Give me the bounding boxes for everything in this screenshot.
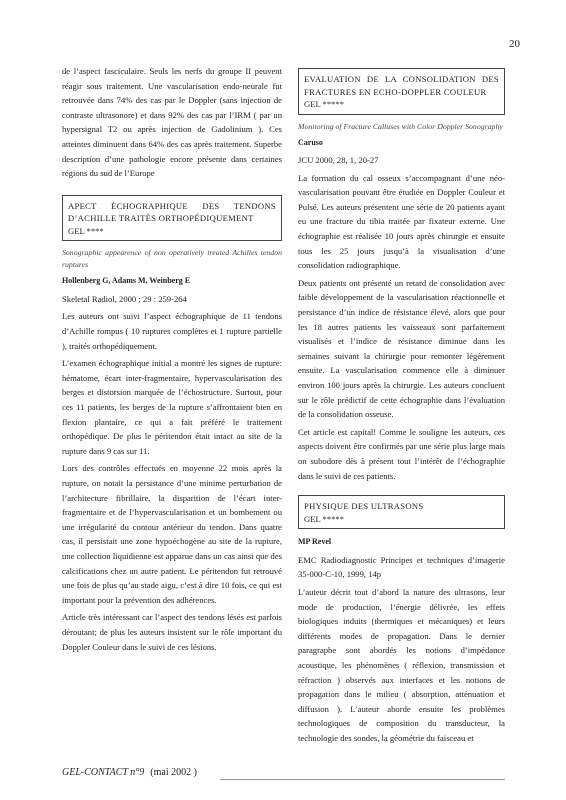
issue-date: (mai 2002 ) — [150, 767, 197, 778]
paragraph: L’examen échographique initial a montré les signes de rupture: hématome, écart inter-fragmentaire, hypervascularisation des berges et distorsion marquée de l’échostructure. Surtout, pour ces 11 patients, les berges de la rupture s’affrontaient bien en flexion plantaire, ce qui a fait préféré le traitement orthopédique. De plus le péritendon était intact au site de la rupture dans 9 cas sur 11. — [62, 358, 282, 456]
article-title-box — [298, 495, 505, 529]
article-title-box — [62, 195, 282, 242]
right-column — [298, 64, 505, 748]
footer — [62, 767, 197, 778]
left-column — [62, 64, 282, 657]
article-title-box — [298, 68, 505, 115]
page-number: 20 — [509, 38, 520, 50]
article-reference: EMC Radiodiagnostic Principes et techniques d’imagerie 35-000-C-10, 1999, 14p — [298, 554, 505, 580]
article-reference: Skeletal Radiol, 2000 ; 29 : 259-264 — [62, 293, 187, 304]
gel-rating: GEL **** — [68, 225, 104, 236]
article-title: APECT ÉCHOGRAPHIQUE DES TENDONS D’ACHILLE TRAITÉS ORTHOPÉDIQUEMENT — [68, 200, 276, 224]
paragraph: Article très intéressant car l’aspect des tendons lésés est parfois déroutant; de plus les auteurs insistent sur le rôle important du Doppler Couleur dans le suivi de ces lésions. — [62, 612, 282, 652]
article-title: PHYSIQUE DES ULTRASONS — [304, 501, 424, 512]
article-subtitle: Sonographic appearence of non operatively treated Achilles tendon ruptures — [62, 248, 282, 270]
paragraph: La formation du cal osseux s’accompagnant d’une néo-vascularisation pouvant être étudiée en Doppler Couleur et Pulsé. Les auteurs présentent une série de 20 patients ayant eu une fracture du tibia traitée par fixateur externe. Une échographie est réalisée 10 jours après chirurgie et ensuite tous les 25 jours jusqu’à la visualisation d’une consolidation radiographique. — [298, 172, 505, 271]
intro-paragraph: de l’aspect fasciculaire. Seuls les nerfs du groupe II peuvent réagir sous traitement. Une vascularisation endo-neurale fut retrouvée dans 74% des cas par le Doppler (sans injection de contraste ultrasonore) et dans 92% des cas par l’IRM ( par un hypersignal T2 ou après injection de Gadolinium ). Ces atteintes diminuent dans 64% des cas après traitement. Superbe description d’une pathologie encore présente dans certaines régions du sud de l’Europe — [62, 66, 282, 179]
gel-rating: GEL ***** — [304, 99, 345, 109]
paragraph: Deux patients ont présenté un retard de consolidation avec faible développement de la vascularisation réactionnelle et persistance d’un indice de résistance élevé, alors que pour les 18 autres patients les vaisseaux sont parfaitement visualisés et l’indice de résistance diminue dans les semaines suivant la chirurgie pour remonter légèrement ensuite. La vascularisation commence elle à diminuer environ 100 jours après la chirurgie. Les auteurs concluent sur le rôle prédictif de cette échographie dans l’évaluation de la consolidation osseuse. — [298, 277, 505, 420]
footer-rule — [220, 779, 505, 780]
article-subtitle: Monitoring of Fracture Calluses with Color Doppler Sonography — [298, 121, 503, 131]
article-authors: Caruso — [298, 137, 323, 147]
article-reference: JCU 2000, 28, 1, 20-27 — [298, 155, 379, 166]
journal-name: GEL-CONTACT n°9 — [62, 767, 145, 778]
article-authors: Hollenberg G, Adams M, Weinberg E — [62, 276, 191, 286]
article-authors: MP Revel — [298, 537, 332, 547]
gel-rating: GEL ***** — [304, 513, 345, 524]
paragraph: Les auteurs ont suivi l’aspect échographique de 11 tendons d’Achille rompus ( 10 ruptures complètes et 1 rupture partielle ), traités orthopédiquement. — [62, 311, 282, 351]
article-title: EVALUATION DE LA CONSOLIDATION DES FRACTURES EN ECHO-DOPPLER COULEUR — [304, 74, 499, 97]
paragraph: Lors des contrôles effectués en moyenne 22 mois après la rupture, on notait la persistance d’une minime perturbation de l’architecture fibrillaire, la disparition de l’écart inter-fragmentaire et de l’hypervascularisation et un bombement ou une irrégularité du contour antérieur du tendon. Dans quatre cas, il persistait une zone hypoéchogène au site de la rupture, une collection liquidienne est apparue dans un cas ainsi que des calcifications chez un autre patient. Le péritendon fut retrouvé une fois de plus qu’au stade aigu, c’est à dire 10 fois, ce qui est important pour la prévention des adhérences. — [62, 463, 282, 605]
paragraph: Cet article est capital! Comme le souligne les auteurs, ces aspects doivent être confirmés par une série plus large mais on subodore dès à présent tout l’intérêt de l’échographie dans le suivi de ces patients. — [298, 426, 505, 481]
paragraph: L’auteur décrit tout d’abord la nature des ultrasons, leur mode de production, l’énergie délivrée, les effets biologiques induits (thermiques et mécaniques) et leurs différents modes de propagation. Dans le dernier paragraphe sont abordés les notions d’impédance acoustique, les phénomènes ( réflexion, transmission et réfraction ) observés aux interfaces et les notions de propagation dans le milieu ( absorption, atténuation et diffusion ). L’auteur aborde ensuite les problèmes technologiques de composition du transducteur, la technologie des sondes, la géométrie du faisceau et — [298, 586, 505, 743]
